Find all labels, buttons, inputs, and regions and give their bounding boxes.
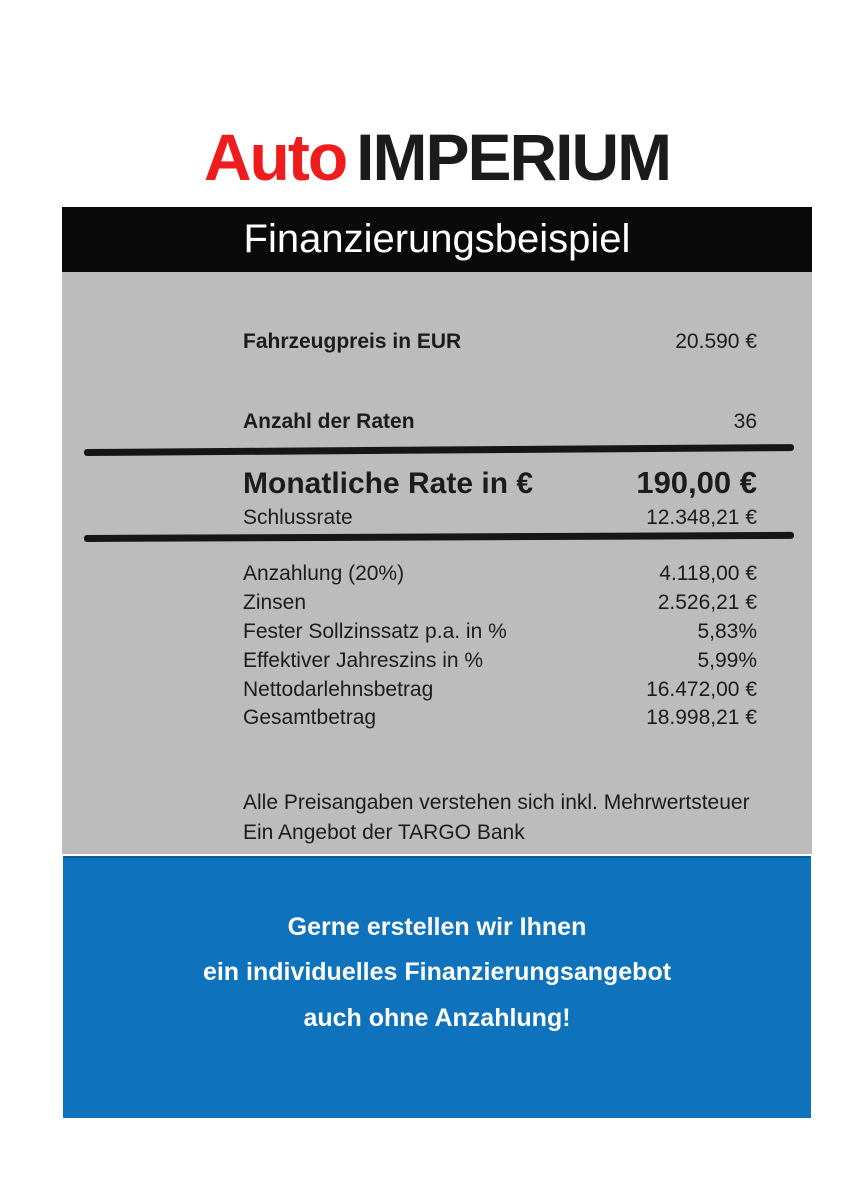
- final-rate-label: Schlussrate: [243, 506, 353, 529]
- total-amount-label: Gesamtbetrag: [243, 706, 377, 730]
- row-interest: [243, 589, 757, 618]
- vehicle-price-value: 20.590 €: [675, 330, 757, 353]
- interest-value: 2.526,21 €: [657, 591, 757, 615]
- vehicle-price-label: Fahrzeugpreis in EUR: [243, 330, 462, 353]
- row-final-rate: [243, 505, 757, 531]
- row-down-payment: [243, 560, 757, 589]
- page-title: Finanzierungsbeispiel: [243, 217, 631, 261]
- monthly-rate-value: 190,00 €: [636, 465, 757, 500]
- effective-rate-value: 5,99%: [697, 648, 757, 672]
- row-installment-count: [243, 409, 757, 435]
- final-rate-value: 12.348,21 €: [646, 506, 757, 529]
- promo-banner: [63, 856, 811, 1118]
- row-net-loan: [243, 675, 757, 704]
- vat-note: Alle Preisangaben verstehen sich inkl. Mehrwertsteuer: [243, 791, 750, 814]
- down-payment-value: 4.118,00 €: [659, 562, 757, 586]
- logo-word-auto: Auto: [203, 120, 347, 194]
- effective-rate-label: Effektiver Jahreszins in %: [243, 648, 484, 672]
- financing-panel: [62, 272, 812, 854]
- nominal-rate-value: 5,83%: [697, 619, 757, 643]
- row-total-amount: [243, 704, 757, 733]
- promo-line-2: ein individuelles Finanzierungsangebot: [202, 958, 672, 986]
- nominal-rate-label: Fester Sollzinssatz p.a. in %: [243, 619, 507, 643]
- row-nominal-rate: [243, 618, 757, 647]
- promo-line-3: auch ohne Anzahlung!: [303, 1004, 571, 1032]
- logo-word-imperium: IMPERIUM: [356, 120, 671, 194]
- detail-rows: [243, 560, 757, 733]
- net-loan-label: Nettodarlehnsbetrag: [243, 677, 434, 701]
- installment-count-value: 36: [733, 410, 757, 433]
- banner-title-bar: [62, 207, 812, 272]
- row-monthly-rate: [243, 464, 757, 503]
- dealer-logo: [62, 122, 812, 192]
- row-effective-rate: [243, 646, 757, 675]
- installment-count-label: Anzahl der Raten: [243, 410, 415, 433]
- footnotes: [243, 788, 772, 848]
- row-vehicle-price: [243, 329, 757, 355]
- monthly-rate-label: Monatliche Rate in €: [243, 467, 534, 500]
- interest-label: Zinsen: [243, 591, 307, 615]
- promo-line-1: Gerne erstellen wir Ihnen: [287, 913, 587, 941]
- divider-line-bottom: [84, 532, 794, 542]
- divider-line-top: [84, 444, 794, 456]
- bank-note: Ein Angebot der TARGO Bank: [243, 821, 525, 844]
- net-loan-value: 16.472,00 €: [646, 677, 757, 701]
- total-amount-value: 18.998,21 €: [646, 706, 757, 730]
- down-payment-label: Anzahlung (20%): [243, 562, 405, 586]
